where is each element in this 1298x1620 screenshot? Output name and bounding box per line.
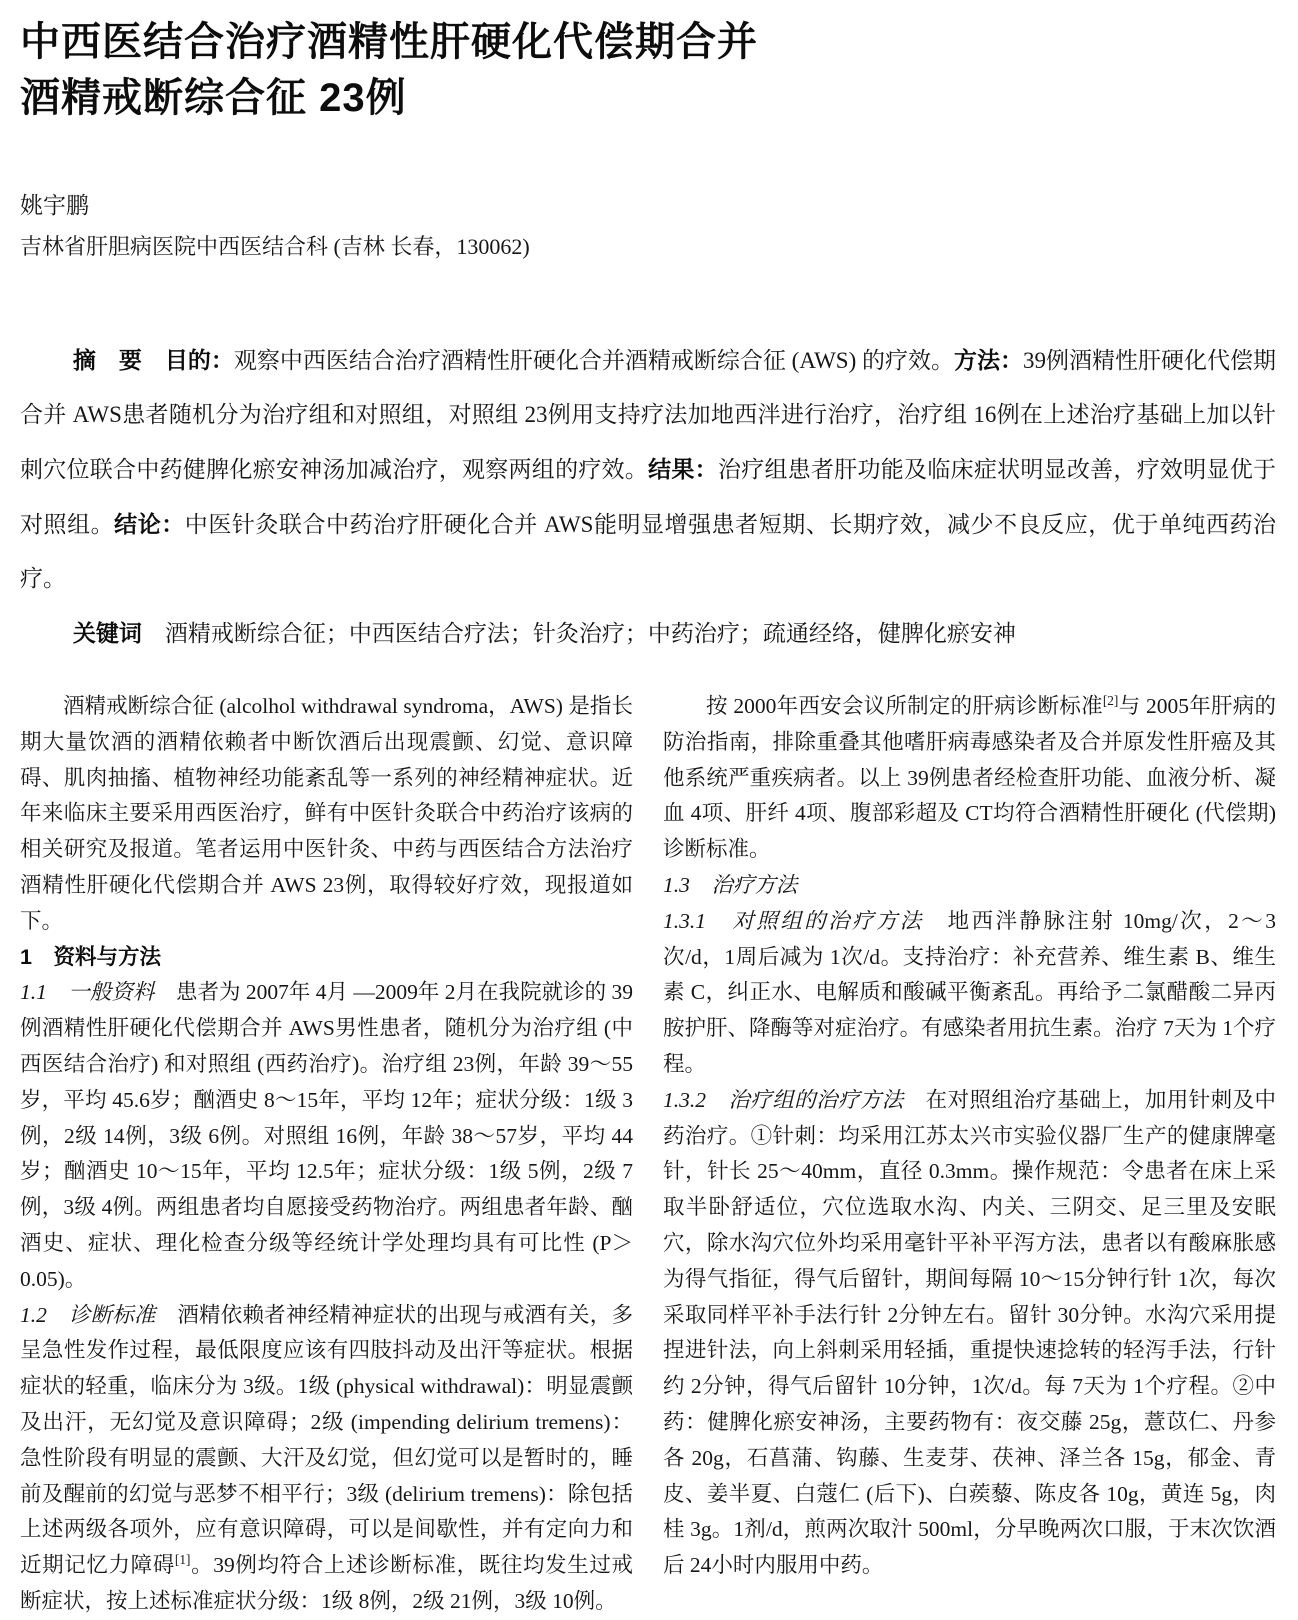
text-segment: 1.2 诊断标准 [20, 1302, 178, 1327]
text-segment: 。39例均符合上述诊断标准，既往均发生过戒断症状，按上述标准症状分级：1级 8例，2级 21例，3级 10例。 [20, 1553, 633, 1613]
text-segment: 中医针灸联合中药治疗肝硬化合并 AWS能明显增强患者短期、长期疗效，减少不良反应，优于单纯西药治疗。 [20, 512, 1277, 591]
keywords-line [20, 606, 1276, 661]
title-line-2: 酒精戒断综合征 23例 [20, 76, 407, 120]
article-title [20, 14, 1276, 126]
text-segment: 观察中西医结合治疗酒精性肝硬化合并酒精戒断综合征 (AWS) 的疗效。 [233, 348, 955, 373]
citation-ref: [2] [1102, 692, 1119, 708]
text-segment: 1.3.2 治疗组的治疗方法 [663, 1087, 926, 1112]
author-affiliation: 吉林省肝胆病医院中西医结合科 (吉林 长春，130062) [20, 234, 530, 259]
text-segment: 1.3 治疗方法 [663, 872, 798, 897]
text-segment: 摘 要 目的： [72, 347, 234, 373]
paragraph [663, 689, 1276, 868]
text-segment: 在对照组治疗基础上，加用针刺及中药治疗。①针刺：均采用江苏太兴市实验仪器厂生产的健康牌毫针，针长 25～40mm，直径 0.3mm。操作规范：令患者在床上采取半卧舒适位，穴位选取水沟、内关、三阴交、足三里及安眠穴，除水沟穴位外均采用毫针平补平泻方法，患者以有酸麻胀感为得气指征，得气后留针，期间每隔 10～15分钟行针 1次，每次采取同样平补手法行针 2分钟左右。留针 30分钟。水沟穴采用提捏进针法，向上斜刺采用轻插，重提快速捻转的轻泻手法，行针约 2分钟，得气后留针 10分钟，1次/d。每 7天为 1个疗程。②中药：健脾化瘀安神汤，主要药物有：夜交藤 25g，薏苡仁、丹参各 20g，石菖蒲、钩藤、生麦芽、茯神、泽兰各 15g，郁金、青皮、姜半夏、白蔻仁 (后下)、白蒺藜、陈皮各 10g，黄连 5g，肉桂 3g。1剂/d，煎两次取汁 500ml，分早晚两次口服，于末次饮酒后 24小时内服用中药。 [663, 1087, 1276, 1578]
paragraph [663, 1083, 1276, 1584]
title-line-1: 中西医结合治疗酒精性肝硬化代偿期合并 [20, 20, 758, 64]
text-segment: 地西泮静脉注射 10mg/次，2～3次/d，1周后减为 1次/d。支持治疗：补充营养、维生素 B、维生素 C，纠正水、电解质和酸碱平衡紊乱。再给予二氯醋酸二异丙胺护肝、降酶等对症治疗。有感染者用抗生素。治疗 7天为 1个疗程。 [663, 908, 1276, 1076]
paragraph [663, 868, 1276, 904]
text-segment: 方法： [954, 347, 1024, 373]
text-segment: 酒精戒断综合征；中西医结合疗法；针灸治疗；中药治疗；疏通经络，健脾化瘀安神 [164, 621, 1016, 646]
text-segment: 1.3.1 对照组的治疗方法 [663, 908, 948, 933]
paragraph [20, 1298, 633, 1620]
text-segment: 治疗组患者肝功能及临床症状明显改善，疗效明显优于对照组。 [20, 457, 1277, 537]
text-segment: 按 2000年西安会议所制定的肝病诊断标准 [706, 694, 1103, 718]
text-segment: 结论： [114, 511, 185, 537]
text-segment: 患者为 2007年 4月 —2009年 2月在我院就诊的 39例酒精性肝硬化代偿期合并 AWS男性患者，随机分为治疗组 (中西医结合治疗) 和对照组 (西药治疗)。治疗组 23例，年龄 39～55岁，平均 45.6岁；酗酒史 8～15年，平均 12年；症状分级：1级 3例，2级 14例，3级 6例。对照组 16例，年龄 38～57岁，平均 44岁；酗酒史 10～15年，平均 12.5年；症状分级：1级 5例，2级 7例，3级 4例。两组患者均自愿接受药物治疗。两组患者年龄、酗酒史、症状、理化检查分级等经统计学处理均具有可比性 (P＞0.05)。 [20, 980, 633, 1291]
author-name: 姚宇鹏 [20, 193, 89, 218]
citation-ref: [1] [174, 1551, 191, 1567]
text-segment: 1 资料与方法 [20, 944, 161, 969]
right-column [663, 689, 1276, 1620]
text-segment: 39例酒精性肝硬化代偿期合并 AWS患者随机分为治疗组和对照组，对照组 23例用支持疗法加地西泮进行治疗，治疗组 16例在上述治疗基础上加以针刺穴位联合中药健脾化瘀安神汤加减治疗，观察两组的疗效。 [20, 348, 1277, 482]
left-column [20, 689, 633, 1620]
paragraph [20, 975, 633, 1297]
text-segment: 与 2005年肝病的防治指南，排除重叠其他嗜肝病毒感染者及合并原发性肝癌及其他系统严重疾病者。以上 39例患者经检查肝功能、血液分析、凝血 4项、肝纤 4项、腹部彩超及 CT均符合酒精性肝硬化 (代偿期) 诊断标准。 [663, 694, 1276, 862]
text-segment: 关键词 [72, 620, 165, 646]
text-segment: 酒精戒断综合征 (alcolhol withdrawal syndroma，AWS) 是指长期大量饮酒的酒精依赖者中断饮酒后出现震颤、幻觉、意识障碍、肌肉抽搐、植物神经功能紊乱等一系列的神经精神症状。近年来临床主要采用西医治疗，鲜有中医针灸联合中药治疗该病的相关研究及报道。笔者运用中医针灸、中药与西医结合方法治疗酒精性肝硬化代偿期合并 AWS 23例，取得较好疗效，现报道如下。 [20, 694, 633, 933]
text-segment: 结果： [648, 456, 718, 482]
paragraph [663, 904, 1276, 1083]
text-segment: 1.1 一般资料 [20, 980, 176, 1005]
text-segment: 酒精依赖者神经精神症状的出现与戒酒有关，多呈急性发作过程，最低限度应该有四肢抖动及出汗等症状。根据症状的轻重，临床分为 3级。1级 (physical withdrawal)：明显震颤及出汗，无幻觉及意识障碍；2级 (impending delirium tremens)：急性阶段有明显的震颤、大汗及幻觉，但幻觉可以是暂时的，睡前及醒前的幻觉与恶梦不相平行；3级 (delirium tremens)：除包括上述两级各项外，应有意识障碍，可以是间歇性，并有定向力和近期记忆力障碍 [20, 1302, 633, 1578]
body-columns [20, 689, 1276, 1620]
paragraph [20, 940, 633, 976]
abstract-paragraph [20, 333, 1276, 606]
paragraph [20, 689, 633, 940]
